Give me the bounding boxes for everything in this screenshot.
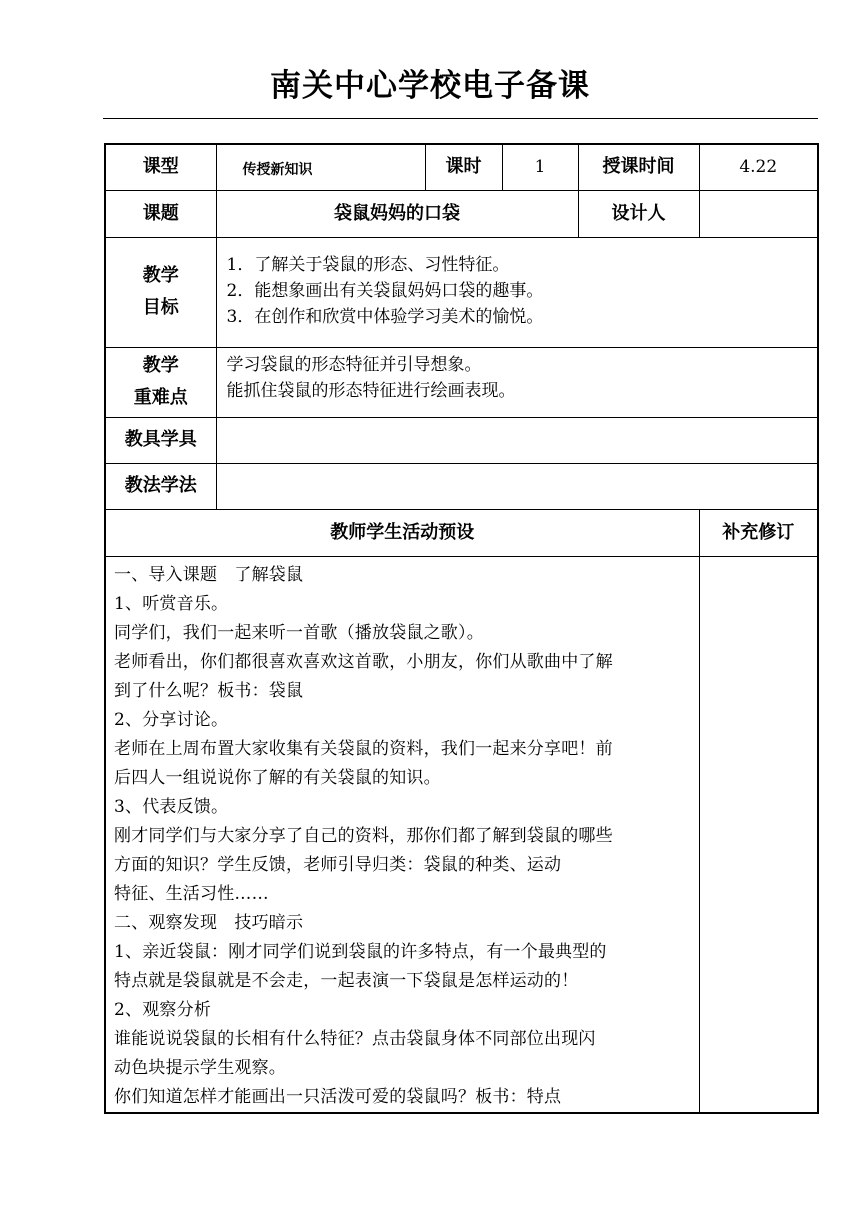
activity-line: 一、导入课题 了解袋鼠 [114, 564, 304, 585]
keypoints-label-line1: 教学 [142, 355, 179, 376]
table-row-tools [105, 417, 818, 463]
tools-label: 教具学具 [105, 417, 216, 463]
goal-item: 3．在创作和欣赏中体验学习美术的愉悦。 [226, 306, 544, 327]
methods-label: 教法学法 [105, 463, 216, 509]
activity-line: 同学们，我们一起来听一首歌（播放袋鼠之歌）。 [114, 622, 484, 643]
type-label: 课型 [105, 144, 216, 190]
time-value: 4.22 [699, 144, 818, 190]
keypoints-label-line2: 重难点 [133, 387, 188, 408]
keypoints-content [216, 347, 818, 417]
activity-line: 刚才同学们与大家分享了自己的资料，那你们都了解到袋鼠的哪些 [114, 825, 613, 846]
goal-item: 1．了解关于袋鼠的形态、习性特征。 [226, 254, 510, 275]
activity-line: 方面的知识？学生反馈，老师引导归类：袋鼠的种类、运动 [114, 854, 562, 875]
designer-label: 设计人 [578, 190, 699, 237]
title-divider [103, 118, 818, 119]
goals-label-line1: 教学 [142, 265, 179, 286]
keypoints-label [105, 347, 216, 417]
keypoint-item: 能抓住袋鼠的形态特征进行绘画表现。 [226, 380, 516, 401]
supplement-header: 补充修订 [699, 509, 818, 556]
table-row-activities [105, 556, 818, 1113]
activity-line: 老师看出，你们都很喜欢喜欢这首歌，小朋友，你们从歌曲中了解 [114, 651, 613, 672]
activity-line: 二、观察发现 技巧暗示 [114, 912, 304, 933]
supplement-content [699, 556, 818, 1113]
activities-content [105, 556, 699, 1113]
activity-line: 老师在上周布置大家收集有关袋鼠的资料，我们一起来分享吧！前 [114, 738, 613, 759]
methods-value [216, 463, 818, 509]
activity-line: 1、听赏音乐。 [114, 593, 229, 614]
page-title: 南关中心学校电子备课 [270, 68, 590, 104]
goals-label [105, 237, 216, 347]
tools-value [216, 417, 818, 463]
table-row-activity-header [105, 509, 818, 556]
type-value: 传授新知识 [216, 144, 425, 190]
activity-line: 特点就是袋鼠就是不会走，一起表演一下袋鼠是怎样运动的！ [114, 970, 579, 991]
table-row-keypoints [105, 347, 818, 417]
activity-line: 2、分享讨论。 [114, 709, 229, 730]
goals-content [216, 237, 818, 347]
activities-header: 教师学生活动预设 [105, 509, 699, 556]
activity-line: 1、亲近袋鼠：刚才同学们说到袋鼠的许多特点，有一个最典型的 [114, 941, 607, 962]
activity-line: 3、代表反馈。 [114, 796, 229, 817]
keypoint-item: 学习袋鼠的形态特征并引导想象。 [226, 354, 482, 375]
table-row-goals [105, 237, 818, 347]
activity-line: 动色块提示学生观察。 [114, 1057, 286, 1078]
designer-value [699, 190, 818, 237]
table-row-type [105, 144, 818, 190]
period-label: 课时 [425, 144, 502, 190]
topic-label: 课题 [105, 190, 216, 237]
table-row-topic [105, 190, 818, 237]
topic-value: 袋鼠妈妈的口袋 [216, 190, 578, 237]
table-row-methods [105, 463, 818, 509]
lesson-plan-table [104, 143, 819, 1114]
activity-line: 2、观察分析 [114, 999, 212, 1020]
goal-item: 2．能想象画出有关袋鼠妈妈口袋的趣事。 [226, 280, 544, 301]
activity-line: 后四人一组说说你了解的有关袋鼠的知识。 [114, 767, 441, 788]
period-value: 1 [502, 144, 578, 190]
goals-label-line2: 目标 [142, 297, 179, 318]
activity-line: 特征、生活习性…… [114, 883, 269, 904]
activity-line: 到了什么呢？板书：袋鼠 [114, 680, 304, 701]
activity-line: 你们知道怎样才能画出一只活泼可爱的袋鼠吗？板书：特点 [114, 1086, 562, 1107]
activity-line: 谁能说说袋鼠的长相有什么特征？点击袋鼠身体不同部位出现闪 [114, 1028, 596, 1049]
time-label: 授课时间 [578, 144, 699, 190]
